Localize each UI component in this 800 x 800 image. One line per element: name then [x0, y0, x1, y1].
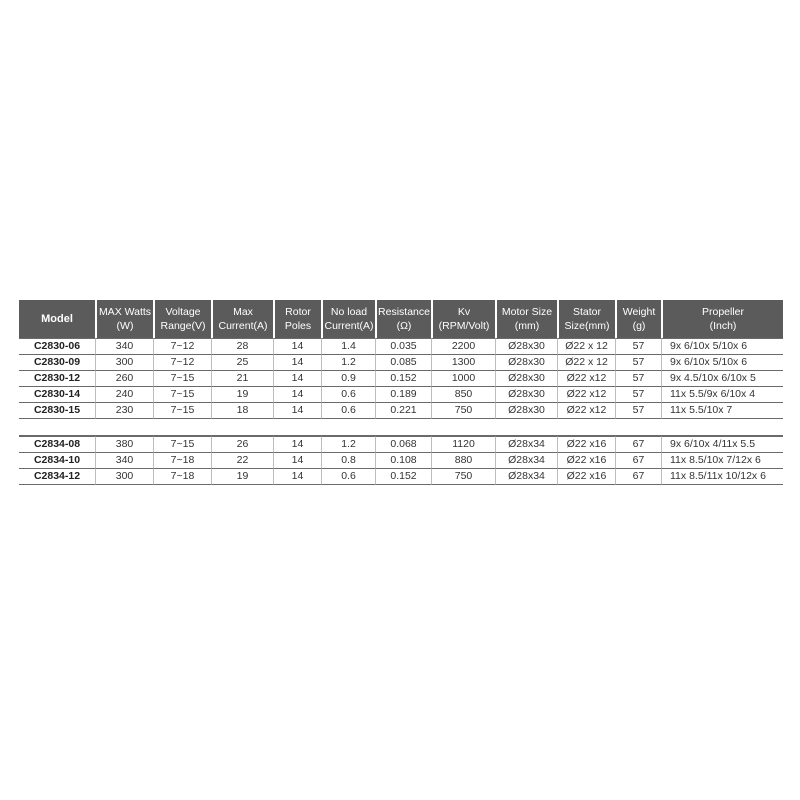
- cell-kv: 880: [431, 453, 495, 469]
- cell-max-current: 18: [211, 403, 273, 419]
- cell-motor-size: Ø28x30: [495, 338, 557, 355]
- cell-max-current: 21: [211, 371, 273, 387]
- header-resistance: Resistance (Ω): [375, 300, 431, 338]
- cell-max-watts: 340: [95, 453, 153, 469]
- cell-model: C2834-10: [19, 453, 95, 469]
- cell-kv: 2200: [431, 338, 495, 355]
- table-row: [19, 387, 783, 403]
- cell-no-load-current: 1.4: [321, 338, 375, 355]
- cell-voltage-range: 7~15: [153, 387, 211, 403]
- cell-model: C2830-15: [19, 403, 95, 419]
- cell-model: C2830-09: [19, 355, 95, 371]
- cell-max-current: 19: [211, 387, 273, 403]
- cell-propeller: 9x 6/10x 5/10x 6: [661, 355, 783, 371]
- cell-motor-size: Ø28x30: [495, 403, 557, 419]
- cell-kv: 850: [431, 387, 495, 403]
- cell-resistance: 0.152: [375, 469, 431, 485]
- cell-max-watts: 340: [95, 338, 153, 355]
- cell-max-watts: 240: [95, 387, 153, 403]
- motor-spec-table: [19, 300, 783, 485]
- cell-max-watts: 380: [95, 436, 153, 453]
- table-row: [19, 403, 783, 419]
- cell-max-watts: 260: [95, 371, 153, 387]
- cell-weight: 57: [615, 403, 661, 419]
- header-voltage-range: Voltage Range(V): [153, 300, 211, 338]
- cell-propeller: 9x 6/10x 4/11x 5.5: [661, 436, 783, 453]
- group-spacer: [19, 419, 783, 436]
- cell-stator-size: Ø22 x12: [557, 403, 615, 419]
- header-max-watts: MAX Watts (W): [95, 300, 153, 338]
- cell-rotor-poles: 14: [273, 453, 321, 469]
- cell-rotor-poles: 14: [273, 371, 321, 387]
- header-motor-size: Motor Size (mm): [495, 300, 557, 338]
- cell-no-load-current: 0.9: [321, 371, 375, 387]
- table-row: [19, 469, 783, 485]
- cell-weight: 67: [615, 469, 661, 485]
- cell-resistance: 0.189: [375, 387, 431, 403]
- header-weight: Weight (g): [615, 300, 661, 338]
- header-kv: Kv (RPM/Volt): [431, 300, 495, 338]
- cell-stator-size: Ø22 x 12: [557, 338, 615, 355]
- cell-voltage-range: 7~12: [153, 355, 211, 371]
- cell-motor-size: Ø28x30: [495, 387, 557, 403]
- cell-motor-size: Ø28x30: [495, 371, 557, 387]
- header-rotor-poles: Rotor Poles: [273, 300, 321, 338]
- cell-motor-size: Ø28x34: [495, 453, 557, 469]
- table-row: [19, 436, 783, 453]
- cell-weight: 67: [615, 453, 661, 469]
- cell-weight: 57: [615, 387, 661, 403]
- table-row: [19, 453, 783, 469]
- cell-no-load-current: 0.6: [321, 387, 375, 403]
- cell-kv: 1120: [431, 436, 495, 453]
- cell-no-load-current: 0.6: [321, 403, 375, 419]
- table-row: [19, 355, 783, 371]
- cell-kv: 750: [431, 403, 495, 419]
- cell-voltage-range: 7~15: [153, 403, 211, 419]
- cell-kv: 1300: [431, 355, 495, 371]
- header-stator-size: Stator Size(mm): [557, 300, 615, 338]
- cell-model: C2830-06: [19, 338, 95, 355]
- header-no-load-current: No load Current(A): [321, 300, 375, 338]
- header-max-current: Max Current(A): [211, 300, 273, 338]
- cell-weight: 57: [615, 355, 661, 371]
- spacer-cell: [19, 419, 783, 436]
- table-row: [19, 338, 783, 355]
- cell-propeller: 11x 5.5/9x 6/10x 4: [661, 387, 783, 403]
- cell-stator-size: Ø22 x12: [557, 371, 615, 387]
- cell-model: C2834-12: [19, 469, 95, 485]
- cell-stator-size: Ø22 x 12: [557, 355, 615, 371]
- cell-resistance: 0.152: [375, 371, 431, 387]
- cell-resistance: 0.108: [375, 453, 431, 469]
- cell-voltage-range: 7~15: [153, 371, 211, 387]
- table-body: [19, 338, 783, 485]
- cell-rotor-poles: 14: [273, 403, 321, 419]
- cell-stator-size: Ø22 x16: [557, 469, 615, 485]
- cell-resistance: 0.221: [375, 403, 431, 419]
- cell-no-load-current: 1.2: [321, 436, 375, 453]
- cell-kv: 750: [431, 469, 495, 485]
- cell-stator-size: Ø22 x16: [557, 453, 615, 469]
- cell-stator-size: Ø22 x16: [557, 436, 615, 453]
- cell-no-load-current: 1.2: [321, 355, 375, 371]
- cell-max-watts: 300: [95, 355, 153, 371]
- cell-model: C2834-08: [19, 436, 95, 453]
- cell-motor-size: Ø28x34: [495, 469, 557, 485]
- cell-propeller: 9x 6/10x 5/10x 6: [661, 338, 783, 355]
- cell-resistance: 0.085: [375, 355, 431, 371]
- cell-rotor-poles: 14: [273, 338, 321, 355]
- cell-stator-size: Ø22 x12: [557, 387, 615, 403]
- cell-voltage-range: 7~18: [153, 469, 211, 485]
- cell-voltage-range: 7~15: [153, 436, 211, 453]
- cell-max-current: 22: [211, 453, 273, 469]
- header-model: Model: [19, 300, 95, 338]
- cell-no-load-current: 0.8: [321, 453, 375, 469]
- cell-rotor-poles: 14: [273, 387, 321, 403]
- cell-max-current: 25: [211, 355, 273, 371]
- cell-max-current: 19: [211, 469, 273, 485]
- cell-resistance: 0.068: [375, 436, 431, 453]
- header-propeller: Propeller (Inch): [661, 300, 783, 338]
- cell-max-current: 28: [211, 338, 273, 355]
- cell-propeller: 9x 4.5/10x 6/10x 5: [661, 371, 783, 387]
- cell-max-watts: 230: [95, 403, 153, 419]
- cell-voltage-range: 7~18: [153, 453, 211, 469]
- cell-model: C2830-12: [19, 371, 95, 387]
- cell-no-load-current: 0.6: [321, 469, 375, 485]
- cell-weight: 57: [615, 371, 661, 387]
- header-row: [19, 300, 783, 338]
- cell-propeller: 11x 8.5/11x 10/12x 6: [661, 469, 783, 485]
- cell-motor-size: Ø28x34: [495, 436, 557, 453]
- cell-motor-size: Ø28x30: [495, 355, 557, 371]
- cell-kv: 1000: [431, 371, 495, 387]
- cell-propeller: 11x 8.5/10x 7/12x 6: [661, 453, 783, 469]
- cell-resistance: 0.035: [375, 338, 431, 355]
- cell-rotor-poles: 14: [273, 436, 321, 453]
- cell-propeller: 11x 5.5/10x 7: [661, 403, 783, 419]
- cell-rotor-poles: 14: [273, 469, 321, 485]
- cell-weight: 57: [615, 338, 661, 355]
- cell-rotor-poles: 14: [273, 355, 321, 371]
- table-row: [19, 371, 783, 387]
- cell-model: C2830-14: [19, 387, 95, 403]
- cell-max-watts: 300: [95, 469, 153, 485]
- cell-voltage-range: 7~12: [153, 338, 211, 355]
- cell-max-current: 26: [211, 436, 273, 453]
- cell-weight: 67: [615, 436, 661, 453]
